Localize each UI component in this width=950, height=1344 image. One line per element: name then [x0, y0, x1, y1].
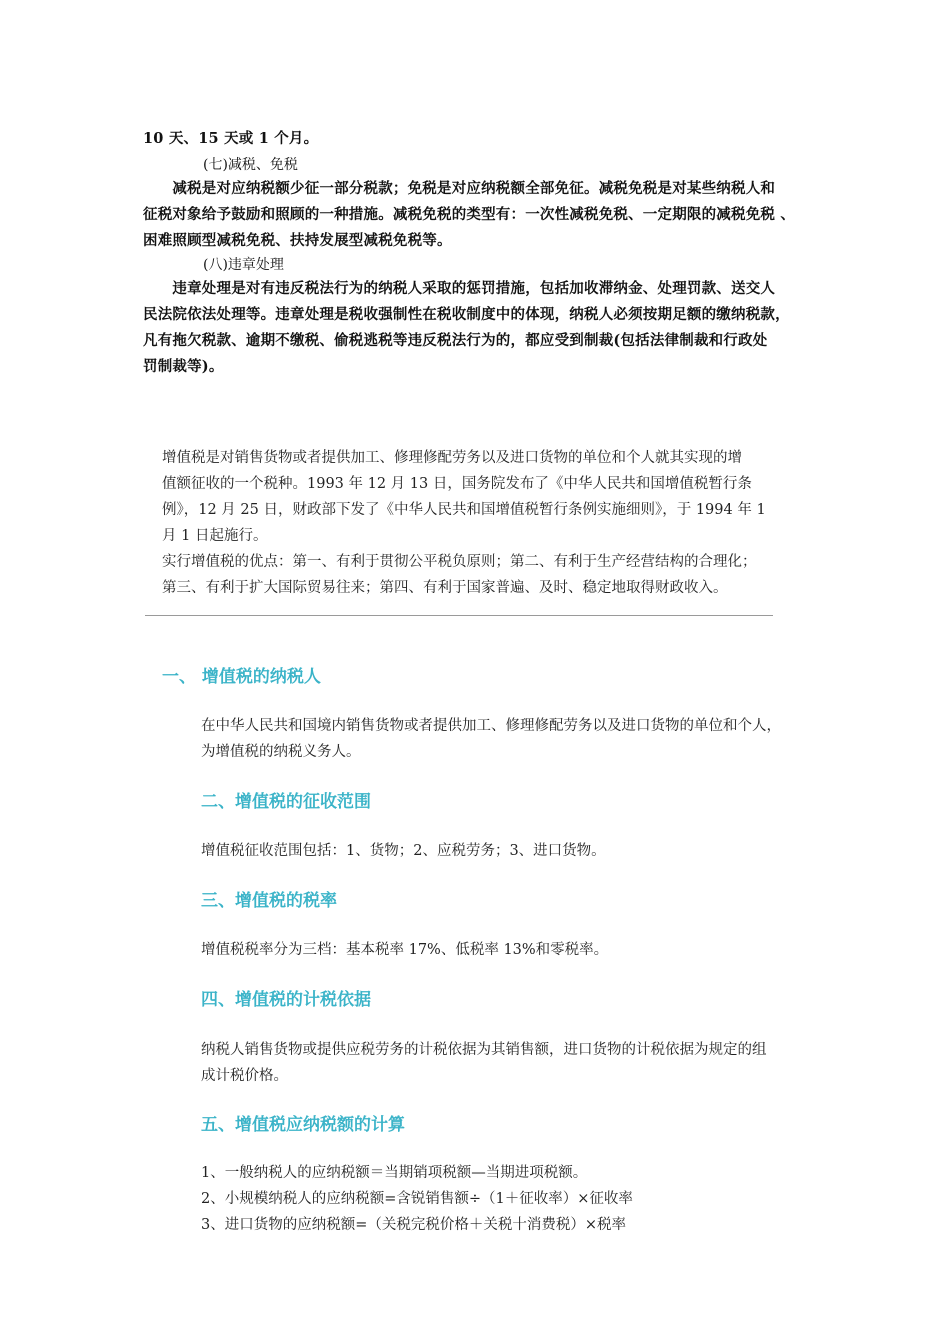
paragraph-line: 违章处理是对有违反税法行为的纳税人采取的惩罚措施，包括加收滞纳金、处理罚款、送交人 — [143, 280, 776, 297]
continuation-line: 10 天、15 天或 1 个月。 — [143, 130, 319, 147]
heading-tax-rate: 三、增值税的税率 — [201, 891, 337, 911]
heading-scope: 二、增值税的征收范围 — [201, 792, 371, 812]
body-line: 在中华人民共和国境内销售货物或者提供加工、修理修配劳务以及进口货物的单位和个人， — [201, 718, 781, 734]
intro-line: 值额征收的一个税种。1993 年 12 月 13 日，国务院发布了《中华人民共和国增值税暂行条 — [162, 476, 752, 492]
intro-line: 月 1 日起施行。 — [162, 528, 268, 544]
paragraph-line: 民法院依法处理等。违章处理是税收强制性在税收制度中的体现，纳税人必须按期足额的缴纳税款， — [143, 306, 790, 323]
subheading-tax-relief: (七)减税、免税 — [203, 157, 298, 173]
paragraph-line: 困难照顾型减税免税、扶持发展型减税免税等。 — [143, 232, 452, 249]
body-line: 纳税人销售货物或提供应税劳务的计税依据为其销售额，进口货物的计税依据为规定的组 — [201, 1042, 767, 1058]
paragraph-tax-relief — [143, 176, 795, 254]
paragraph-violation-handling — [143, 276, 790, 380]
body-line: 增值税税率分为三档：基本税率 17%、低税率 13%和零税率。 — [201, 942, 609, 958]
section-body-tax-rate — [201, 937, 608, 963]
paragraph-line: 凡有拖欠税款、逾期不缴税、偷税逃税等违反税法行为的，都应受到制裁(包括法律制裁和行政处 — [143, 332, 768, 349]
paragraph-line: 罚制裁等)。 — [143, 358, 224, 375]
intro-line: 第三、有利于扩大国际贸易往来；第四、有利于国家普遍、及时、稳定地取得财政收入。 — [162, 580, 728, 596]
formula-line: 3、进口货物的应纳税额=（关税完税价格＋关税十消费税）×税率 — [201, 1217, 627, 1233]
heading-tax-basis: 四、增值税的计税依据 — [201, 990, 371, 1010]
paragraph-line: 减税是对应纳税额少征一部分税款；免税是对应纳税额全部免征。减税免税是对某些纳税人和 — [143, 180, 776, 197]
subheading-violation-handling: (八)违章处理 — [203, 257, 284, 273]
paragraph-line: 征税对象给予鼓励和照顾的一种措施。减税免税的类型有：一次性减税免税、一定期限的减税免税 、 — [143, 206, 796, 223]
section-body-tax-basis — [201, 1037, 767, 1089]
section-body-taxpayer — [201, 713, 781, 765]
body-line: 成计税价格。 — [201, 1068, 288, 1084]
horizontal-divider — [145, 615, 773, 616]
body-line: 为增值税的纳税义务人。 — [201, 744, 361, 760]
heading-calculation: 五、增值税应纳税额的计算 — [201, 1115, 405, 1135]
body-line: 增值税征收范围包括：1、货物；2、应税劳务；3、进口货物。 — [201, 843, 606, 859]
vat-introduction — [162, 445, 766, 601]
intro-line: 增值税是对销售货物或者提供加工、修理修配劳务以及进口货物的单位和个人就其实现的增 — [162, 450, 742, 466]
intro-line: 实行增值税的优点：第一、有利于贯彻公平税负原则；第二、有利于生产经营结构的合理化； — [162, 554, 757, 570]
formula-line: 1、一般纳税人的应纳税额＝当期销项税额—当期进项税额。 — [201, 1165, 588, 1181]
formula-line: 2、小规模纳税人的应纳税额=含锐销售额÷（1＋征收率）×征收率 — [201, 1191, 633, 1207]
section-body-calculation — [201, 1160, 633, 1238]
heading-taxpayer: 一、 增值税的纳税人 — [162, 667, 321, 687]
intro-line: 例》，12 月 25 日，财政部下发了《中华人民共和国增值税暂行条例实施细则》，于 1994 年 1 — [162, 502, 766, 518]
section-body-scope — [201, 838, 606, 864]
